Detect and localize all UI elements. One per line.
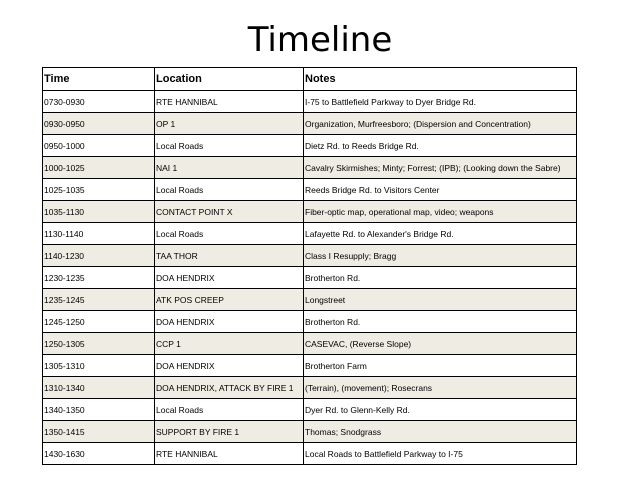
- cell-notes: Dyer Rd. to Glenn-Kelly Rd.: [304, 399, 577, 421]
- cell-location: DOA HENDRIX: [155, 311, 304, 333]
- table-body: [43, 91, 577, 465]
- cell-notes: Thomas; Snodgrass: [304, 421, 577, 443]
- cell-time: 1245-1250: [43, 311, 155, 333]
- cell-location: Local Roads: [155, 135, 304, 157]
- cell-time: 1310-1340: [43, 377, 155, 399]
- cell-time: 1235-1245: [43, 289, 155, 311]
- cell-notes: Class I Resupply; Bragg: [304, 245, 577, 267]
- cell-location: TAA THOR: [155, 245, 304, 267]
- table-row: [43, 377, 577, 399]
- table-row: [43, 333, 577, 355]
- cell-location: NAI 1: [155, 157, 304, 179]
- cell-time: 0950-1000: [43, 135, 155, 157]
- table-row: [43, 201, 577, 223]
- cell-notes: (Terrain), (movement); Rosecrans: [304, 377, 577, 399]
- cell-notes: I-75 to Battlefield Parkway to Dyer Bridge Rd.: [304, 91, 577, 113]
- cell-location: DOA HENDRIX, ATTACK BY FIRE 1: [155, 377, 304, 399]
- cell-location: DOA HENDRIX: [155, 267, 304, 289]
- cell-time: 1025-1035: [43, 179, 155, 201]
- table-row: [43, 311, 577, 333]
- cell-location: Local Roads: [155, 399, 304, 421]
- cell-location: SUPPORT BY FIRE 1: [155, 421, 304, 443]
- cell-time: 1130-1140: [43, 223, 155, 245]
- cell-notes: Brotherton Rd.: [304, 267, 577, 289]
- cell-notes: Cavalry Skirmishes; Minty; Forrest; (IPB); (Looking down the Sabre): [304, 157, 577, 179]
- cell-notes: Reeds Bridge Rd. to Visitors Center: [304, 179, 577, 201]
- table-row: [43, 157, 577, 179]
- cell-time: 1250-1305: [43, 333, 155, 355]
- cell-notes: Brotherton Farm: [304, 355, 577, 377]
- cell-location: ATK POS CREEP: [155, 289, 304, 311]
- cell-location: DOA HENDRIX: [155, 355, 304, 377]
- header-row: [43, 68, 577, 91]
- cell-time: 0730-0930: [43, 91, 155, 113]
- table-row: [43, 399, 577, 421]
- cell-notes: Lafayette Rd. to Alexander's Bridge Rd.: [304, 223, 577, 245]
- table-row: [43, 355, 577, 377]
- slide-title: Timeline: [247, 20, 393, 60]
- table-row: [43, 179, 577, 201]
- table-row: [43, 267, 577, 289]
- cell-location: OP 1: [155, 113, 304, 135]
- table-row: [43, 245, 577, 267]
- cell-location: Local Roads: [155, 223, 304, 245]
- cell-location: CCP 1: [155, 333, 304, 355]
- table-row: [43, 289, 577, 311]
- table-row: [43, 223, 577, 245]
- cell-notes: CASEVAC, (Reverse Slope): [304, 333, 577, 355]
- cell-time: 1230-1235: [43, 267, 155, 289]
- cell-time: 1140-1230: [43, 245, 155, 267]
- table-row: [43, 443, 577, 465]
- header-time: Time: [43, 68, 155, 91]
- cell-location: RTE HANNIBAL: [155, 91, 304, 113]
- cell-notes: Longstreet: [304, 289, 577, 311]
- cell-time: 1350-1415: [43, 421, 155, 443]
- cell-time: 0930-0950: [43, 113, 155, 135]
- table-row: [43, 113, 577, 135]
- table-row: [43, 421, 577, 443]
- timeline-table: [42, 67, 577, 465]
- cell-notes: Fiber-optic map, operational map, video; weapons: [304, 201, 577, 223]
- header-notes: Notes: [304, 68, 577, 91]
- cell-location: RTE HANNIBAL: [155, 443, 304, 465]
- header-location: Location: [155, 68, 304, 91]
- cell-notes: Organization, Murfreesboro; (Dispersion and Concentration): [304, 113, 577, 135]
- cell-time: 1430-1630: [43, 443, 155, 465]
- table-row: [43, 135, 577, 157]
- cell-notes: Dietz Rd. to Reeds Bridge Rd.: [304, 135, 577, 157]
- cell-location: CONTACT POINT X: [155, 201, 304, 223]
- cell-time: 1305-1310: [43, 355, 155, 377]
- cell-notes: Local Roads to Battlefield Parkway to I-75: [304, 443, 577, 465]
- cell-notes: Brotherton Rd.: [304, 311, 577, 333]
- cell-time: 1035-1130: [43, 201, 155, 223]
- cell-location: Local Roads: [155, 179, 304, 201]
- cell-time: 1340-1350: [43, 399, 155, 421]
- table-row: [43, 91, 577, 113]
- cell-time: 1000-1025: [43, 157, 155, 179]
